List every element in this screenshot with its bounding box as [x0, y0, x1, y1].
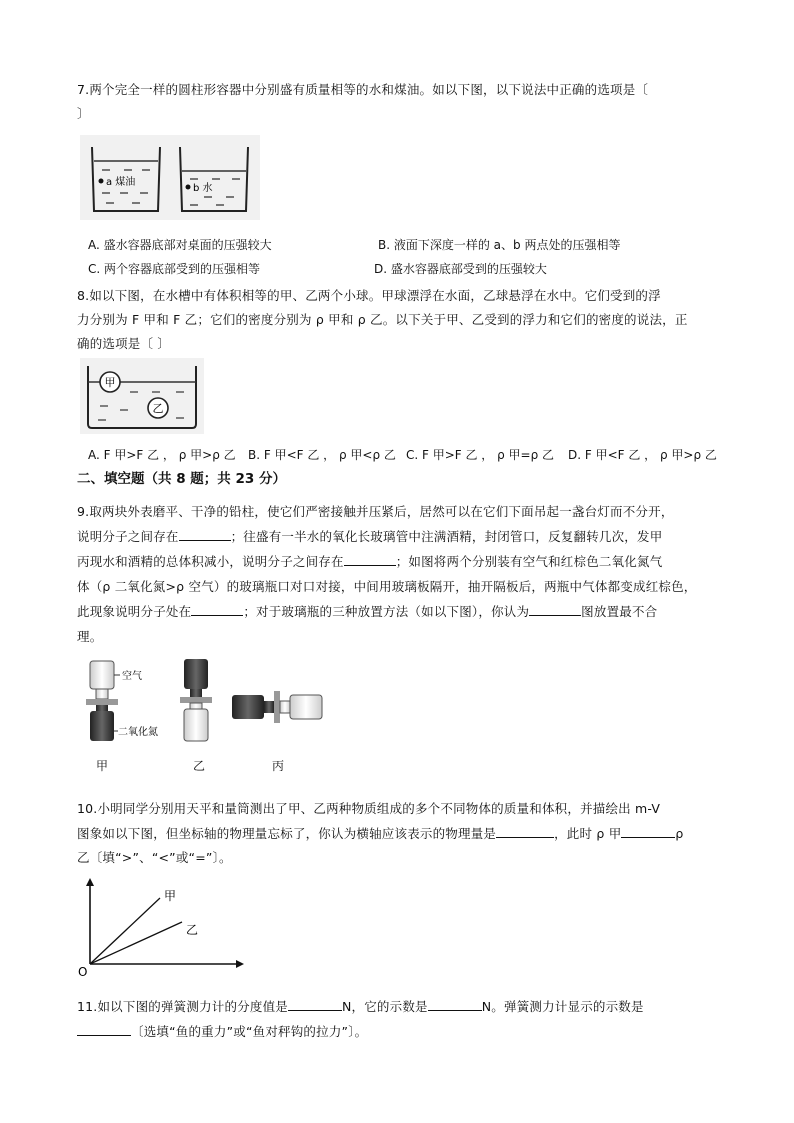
q9-caption-jia: 甲 [96, 759, 109, 773]
q7-stem-line2: 〕 [77, 106, 90, 121]
q10-graph-origin: O [78, 965, 88, 979]
q10-blank-2[interactable] [621, 825, 675, 838]
q7-stem-line1: 7.两个完全一样的圆柱形容器中分别盛有质量相等的水和煤油。如以下图，以下说法中正确的选项是〔 [77, 82, 649, 97]
q10-line1: 10.小明同学分别用天平和量筒测出了甲、乙两种物质组成的多个不同物体的质量和体积，并描绘出 m-V [77, 801, 661, 816]
q7-containers-figure [80, 135, 260, 220]
q7-option-d: D. 盛水容器底部受到的压强较大 [374, 262, 547, 276]
q9-blank-4[interactable] [529, 603, 581, 616]
q7-option-c: C. 两个容器底部受到的压强相等 [88, 262, 261, 276]
q8-stem-line1: 8.如以下图，在水槽中有体积相等的甲、乙两个小球。甲球漂浮在水面，乙球悬浮在水中。它们受到的浮 [77, 288, 661, 303]
q10-line2: 图象如以下图，但坐标轴的物理量忘标了，你认为横轴应该表示的物理量是 ，此时 ρ 甲 ρ [77, 826, 684, 841]
q9-blank-2[interactable] [344, 553, 396, 566]
q9-line1: 9.取两块外表磨平、干净的铅柱，使它们严密接触并压紧后，居然可以在它们下面吊起一盏台灯而不分开， [77, 504, 674, 519]
q10-line-yi [90, 922, 182, 964]
q9-line2: 说明分子之间存在 ；往盛有一半水的氧化长玻璃管中注满酒精，封闭管口，反复翻转几次，发甲 [77, 529, 663, 544]
q11-blank-1[interactable] [288, 998, 342, 1011]
q9-blank-1[interactable] [179, 528, 231, 541]
q9-line3: 丙现水和酒精的总体积减小，说明分子之间存在 ；如图将两个分别装有空气和红棕色二氧化氮气 [77, 554, 663, 569]
q8-option-a: A. F 甲>F 乙 ， ρ 甲>ρ 乙 [88, 448, 236, 462]
q9-fig-air-label: 空气 [122, 671, 142, 682]
section-heading-fill-in: 二、填空题（共 8 题；共 23 分） [77, 471, 286, 487]
q11-line2: 〔选填“鱼的重力”或“鱼对秤钩的拉力”〕。 [77, 1022, 367, 1040]
q9-blank-3[interactable] [191, 603, 243, 616]
q10-mv-graph [76, 876, 246, 980]
q10-line-jia [90, 898, 160, 964]
q9-line6: 理。 [77, 629, 103, 644]
q11-line1: 11.如以下图的弹簧测力计的分度值是 N，它的示数是 N。弹簧测力计显示的示数是 [77, 999, 644, 1014]
q8-stem-line2: 力分别为 F 甲和 F 乙；它们的密度分别为 ρ 甲和 ρ 乙。以下关于甲、乙受到的浮力和它们的密度的说法，正 [77, 312, 688, 327]
q8-option-d: D. F 甲<F 乙 ， ρ 甲>ρ 乙 [568, 448, 717, 462]
q9-caption-bing: 丙 [272, 759, 285, 773]
q9-line4: 体（ρ 二氧化氮>ρ 空气）的玻璃瓶口对口对接，中间用玻璃板隔开，抽开隔板后，两瓶中气体都变成红棕色， [77, 579, 697, 594]
q11-blank-2[interactable] [428, 998, 482, 1011]
q8-ball-jia-label: 甲 [104, 376, 116, 389]
q8-option-c: C. F 甲>F 乙 ， ρ 甲=ρ 乙 [406, 448, 555, 462]
q9-caption-yi: 乙 [193, 759, 206, 773]
q7-fig-water-label: b 水 [193, 183, 213, 194]
q8-ball-yi-label: 乙 [152, 402, 164, 415]
q7-option-b: B. 液面下深度一样的 a、b 两点处的压强相等 [378, 238, 621, 252]
q7-fig-kerosene-label: a 煤油 [106, 177, 136, 188]
q11-blank-3[interactable] [77, 1023, 131, 1036]
q8-option-b: B. F 甲<F 乙 ， ρ 甲<ρ 乙 [248, 448, 396, 462]
q10-line3: 乙〔填“>”、“<”或“=”〕。 [77, 850, 232, 865]
q7-option-a: A. 盛水容器底部对桌面的压强较大 [88, 238, 272, 252]
q10-graph-yi-label: 乙 [186, 923, 199, 937]
q9-line5: 此现象说明分子处在 ；对于玻璃瓶的三种放置方法（如以下图），你认为 图放置最不合 [77, 604, 658, 619]
q10-blank-1[interactable] [496, 825, 554, 838]
q8-tank-figure [80, 358, 204, 434]
q8-stem-line3: 确的选项是〔 〕 [77, 336, 171, 351]
q9-fig-no2-label: 二氧化氮 [118, 727, 158, 738]
q10-graph-jia-label: 甲 [164, 889, 177, 903]
